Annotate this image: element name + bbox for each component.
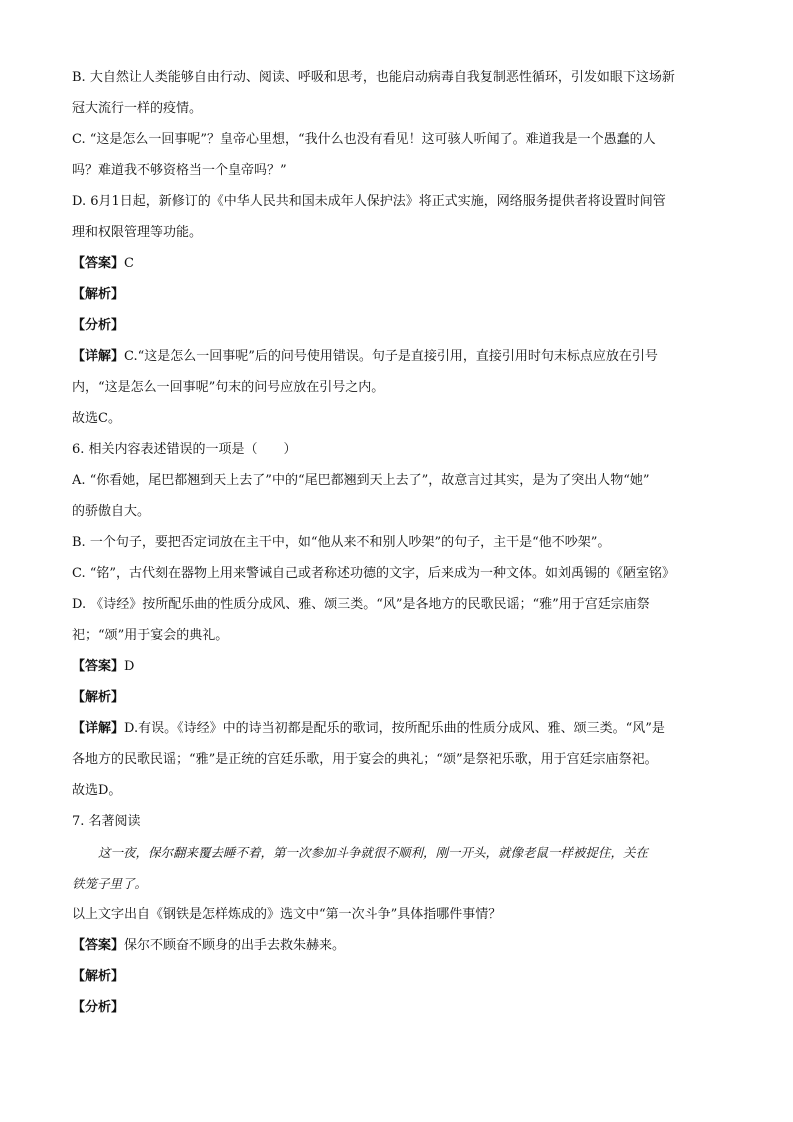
q5-conclusion: 故选C。: [72, 411, 121, 426]
q5-fenxi-tag: 【分析】: [72, 318, 125, 333]
q5-detail-tag: 【详解】: [72, 349, 125, 364]
q7-fenxi: [72, 992, 724, 1023]
q6-answer: [72, 651, 724, 682]
q7-fenxi-tag: 【分析】: [72, 1000, 125, 1015]
q7-quote-line-2: 铁笼子里了。: [72, 876, 148, 891]
q5-option-c-line-1: C. “这是怎么一回事呢”？皇帝心里想，“我什么也没有看见！这可骇人听闻了。难道我是一个愚蠢的人: [72, 132, 656, 147]
q5-option-b-line-1: B. 大自然让人类能够自由行动、阅读、呼吸和思考，也能启动病毒自我复制恶性循环，引发如眼下这场新: [72, 70, 675, 85]
q7-quote-line-1: 这一夜，保尔翻来覆去睡不着，第一次参加斗争就很不顺利，刚一开头，就像老鼠一样被捉住，关在: [98, 845, 649, 860]
q7-answer-tag: 【答案】: [72, 938, 125, 953]
q6-analysis: [72, 682, 724, 713]
q6-detail-tag: 【详解】: [72, 721, 125, 736]
q5-option-d-line-1: D. 6月1日起，新修订的《中华人民共和国未成年人保护法》将正式实施，网络服务提供者将设置时间管: [72, 194, 666, 209]
q7-analysis-tag: 【解析】: [72, 969, 125, 984]
q7-question: 以上文字出自《钢铁是怎样炼成的》选文中“第一次斗争”具体指哪件事情？: [72, 907, 502, 922]
q6-option-a-line-2: 的骄傲自大。: [72, 504, 151, 519]
q7-answer-value: 保尔不顾奋不顾身的出手去救朱赫来。: [124, 938, 346, 953]
document-page: [72, 62, 724, 1023]
q6-answer-tag: 【答案】: [72, 659, 125, 674]
q6-detail-text-1: D.有误。《诗经》中的诗当初都是配乐的歌词，按所配乐曲的性质分成风、雅、颂三类。“风”是: [124, 721, 665, 736]
q7-analysis: [72, 961, 724, 992]
q5-option-d-line-2: 理和权限管理等功能。: [72, 225, 203, 240]
q5-answer-tag: 【答案】: [72, 256, 125, 271]
q6-answer-value: D: [124, 659, 135, 674]
q5-answer: [72, 248, 724, 279]
q5-option-c-line-2: 吗？难道我不够资格当一个皇帝吗？”: [72, 163, 287, 178]
q6-stem: 6. 相关内容表述错误的一项是（ ）: [72, 442, 297, 457]
q6-conclusion: 故选D。: [72, 783, 122, 798]
q5-detail-line-1: [72, 341, 724, 372]
q5-option-b-line-2: 冠大流行一样的疫情。: [72, 101, 203, 116]
q5-detail-text-1: C.“这是怎么一回事呢”后的问号使用错误。句子是直接引用，直接引用时句末标点应放在引号: [124, 349, 658, 364]
q6-analysis-tag: 【解析】: [72, 690, 125, 705]
q7-answer: [72, 930, 724, 961]
q6-option-d-line-2: 祀；“颂”用于宴会的典礼。: [72, 628, 229, 643]
q7-stem: 7. 名著阅读: [72, 814, 141, 829]
q6-option-b: B. 一个句子，要把否定词放在主干中，如“他从来不和别人吵架”的句子，主干是“他不吵架”。: [72, 535, 611, 550]
q6-detail-line-1: [72, 713, 724, 744]
q5-analysis: [72, 279, 724, 310]
q5-analysis-tag: 【解析】: [72, 287, 125, 302]
q5-answer-value: C: [124, 256, 134, 271]
q5-detail-line-2: 内，“这是怎么一回事呢”句末的问号应放在引号之内。: [72, 380, 385, 395]
q6-option-a-line-1: A. “你看她，尾巴都翘到天上去了”中的“尾巴都翘到天上去了”，故意言过其实，是为了突出人物“她”: [72, 473, 650, 488]
q5-fenxi: [72, 310, 724, 341]
q6-option-d-line-1: D. 《诗经》按所配乐曲的性质分成风、雅、颂三类。“风”是各地方的民歌民谣；“雅”用于宫廷宗庙祭: [72, 597, 650, 612]
q6-option-c: C. “铭”，古代刻在器物上用来警诫自己或者称述功德的文字，后来成为一种文体。如刘禹锡的《陋室铭》: [72, 566, 676, 581]
q6-detail-line-2: 各地方的民歌民谣；“雅”是正统的宫廷乐歌，用于宴会的典礼；“颂”是祭祀乐歌，用于宫廷宗庙祭祀。: [72, 752, 658, 767]
